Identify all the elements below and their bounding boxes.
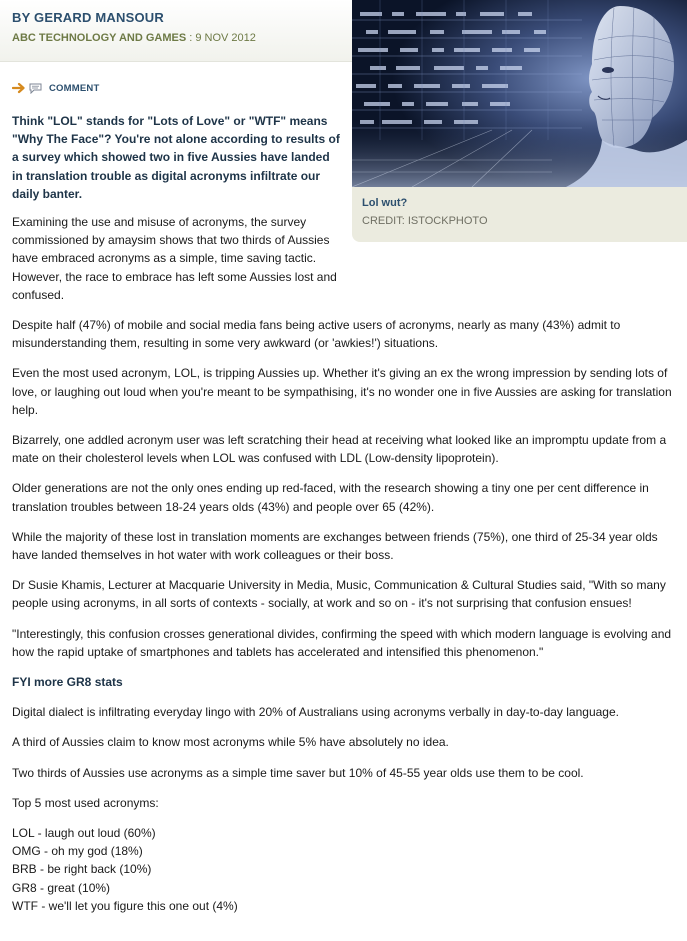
- list-item: OMG - oh my god (18%): [12, 844, 143, 859]
- paragraph-4: Bizarrely, one addled acronym user was left scratching their head at receiving what looked like an impromptu update from a mate on their cholesterol levels when LOL was confused with LDL (Low-density lipoprotein).: [12, 433, 667, 466]
- publish-date: 9 NOV 2012: [195, 32, 256, 44]
- list-item: GR8 - great (10%): [12, 880, 111, 895]
- stat-paragraph: Two thirds of Aussies use acronyms as a simple time saver but 10% of 45-55 year olds use them to be cool.: [12, 765, 584, 780]
- speech-bubble-icon: [29, 83, 42, 94]
- stat-paragraph: A third of Aussies claim to know most acronyms while 5% have absolutely no idea.: [12, 735, 449, 750]
- paragraph-2: Despite half (47%) of mobile and social media fans being active users of acronyms, nearly as many (43%) admit to misunderstanding them, resulting in some very awkward (or 'awkies!') situations.: [12, 318, 621, 351]
- top5-heading: Top 5 most used acronyms:: [12, 795, 159, 810]
- source-name[interactable]: ABC TECHNOLOGY AND GAMES: [12, 32, 187, 44]
- paragraph-1: Examining the use and misuse of acronyms, the survey commissioned by amaysim shows that two thirds of Aussies have embraced acronyms as a simple, time saving tactic. However, the race to embrace has left some Aussies lost and confused.: [12, 215, 337, 302]
- article-figure: [352, 0, 687, 242]
- byline-block: [0, 0, 352, 62]
- paragraph-3: Even the most used acronym, LOL, is tripping Aussies up. Whether it's giving an ex the wrong impression by sending lots of love, or laughing out loud when you're meant to be sympathising, it's no wonder one in five Aussies are asking for translation help.: [12, 366, 672, 417]
- paragraph-7: Dr Susie Khamis, Lecturer at Macquarie University in Media, Music, Communication & Cultural Studies said, "With so many people using acronyms, in all sorts of contexts - socially, at work and so on - it's not surprising that confusion ensues!: [12, 578, 666, 611]
- top5-list: [12, 824, 680, 915]
- list-item: BRB - be right back (10%): [12, 862, 152, 877]
- stat-paragraph: Digital dialect is infiltrating everyday lingo with 20% of Australians using acronyms verbally in day-to-day language.: [12, 705, 619, 720]
- figure-credit: CREDIT: ISTOCKPHOTO: [362, 215, 488, 227]
- cyber-head-photo[interactable]: [352, 0, 687, 187]
- comment-link[interactable]: COMMENT: [49, 82, 100, 94]
- paragraph-5: Older generations are not the only ones ending up red-faced, with the research showing a tiny one per cent difference in translation troubles between 18-24 years olds (43%) and people over 65 (42%).: [12, 481, 649, 514]
- paragraph-8: "Interestingly, this confusion crosses generational divides, confirming the speed with which modern language is evolving and how the rapid uptake of smartphones and tablets has accelerated and intensified this phenomenon.": [12, 626, 672, 659]
- stats-subheading: FYI more GR8 stats: [12, 675, 123, 690]
- comment-row: [12, 81, 99, 95]
- article-body: [12, 316, 680, 915]
- figure-caption: Lol wut?: [362, 197, 408, 209]
- list-item: WTF - we'll let you figure this one out (4%): [12, 898, 238, 913]
- lead-paragraph: Think "LOL" stands for "Lots of Love" or "WTF" means "Why The Face"? You're not alone according to results of a survey which showed two in five Aussies have landed in translation trouble as digital acronyms infiltrate our daily banter.: [12, 114, 340, 201]
- source-dateline: ABC TECHNOLOGY AND GAMES : 9 NOV 2012: [12, 32, 256, 44]
- author-byline: BY GERARD MANSOUR: [12, 10, 164, 25]
- arrow-right-icon: [12, 82, 26, 94]
- paragraph-6: While the majority of these lost in translation moments are exchanges between friends (75%), one third of 25-34 year olds have landed themselves in hot water with work colleagues or their boss.: [12, 529, 658, 563]
- list-item: LOL - laugh out loud (60%): [12, 826, 156, 841]
